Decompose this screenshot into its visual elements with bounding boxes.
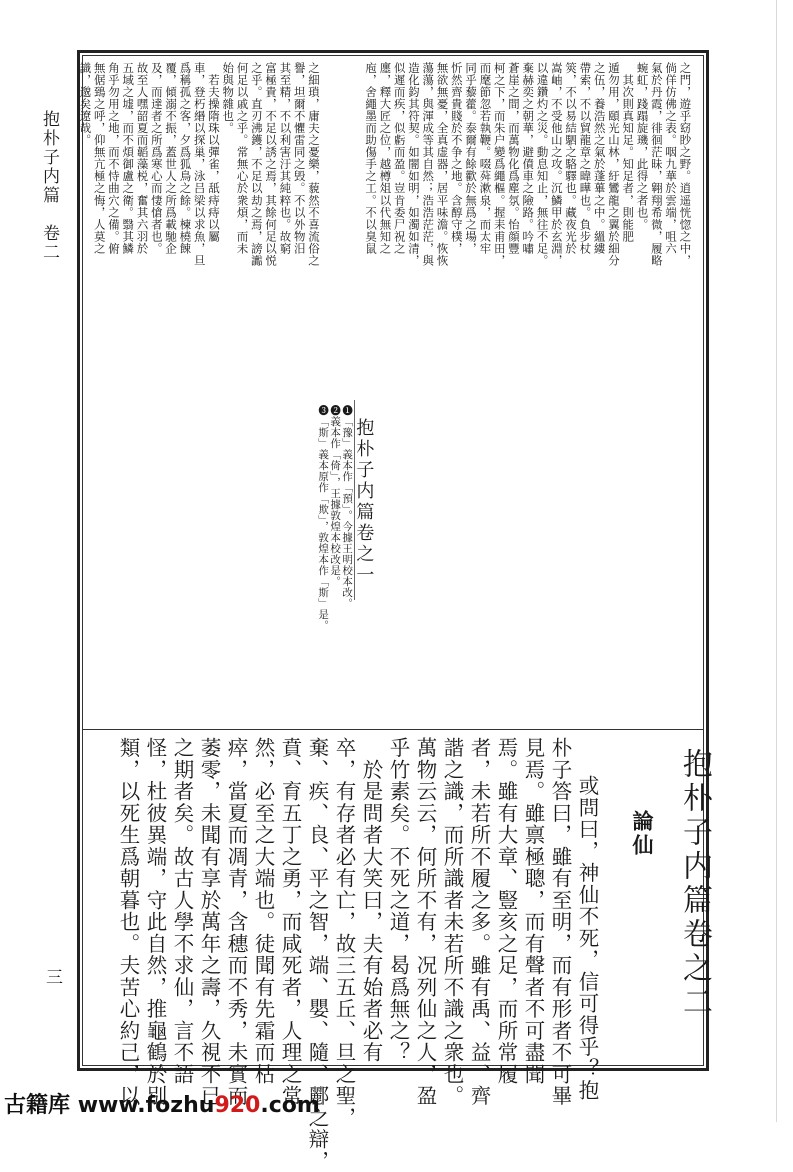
lower-text-column: 於是問者大笑曰，夫有始者必有 bbox=[359, 737, 383, 1064]
lower-text-column: 乎竹素矣。不死之道，曷爲無之？ bbox=[386, 737, 410, 1064]
upper-text-column: 覆，傾溺不振，蓋世人之所爲載馳企 bbox=[164, 62, 179, 255]
lower-text-column: 卒，有存者必有亡，故三五丘、旦之聖， bbox=[332, 737, 356, 1129]
upper-text-column: 棄赫奕之朝華，避僨車之險路。吟嘯 bbox=[521, 62, 536, 255]
watermark-url-number: 920 bbox=[214, 1093, 261, 1118]
upper-text-column: 帶索，不以貿龍章之暐曄也。負步杖 bbox=[578, 62, 593, 255]
lower-text-column: 者，未若所不履之多。雖有禹、益、齊 bbox=[467, 737, 491, 1107]
lower-text-column: 然，必至之大端也。徒聞有先霜而枯 bbox=[251, 737, 275, 1085]
page-edge-line bbox=[776, 0, 777, 1122]
page-number: 三 bbox=[42, 968, 62, 985]
section-divider bbox=[82, 729, 704, 730]
lower-text-column: 萬物云云，何所不有，况列仙之人，盈 bbox=[413, 737, 437, 1107]
upper-text-column: 忻然齊貴賤於不争之地。含醇守樸， bbox=[449, 62, 464, 255]
lower-text-column: 或問曰，神仙不死，信可得乎？抱 bbox=[575, 775, 599, 1102]
lower-text-column: 瘁，當夏而凋青，含穗而不秀，未實而 bbox=[224, 737, 248, 1107]
upper-text-column: 而麾節忽若執鞭。啜荈漱泉，而太牢 bbox=[478, 62, 493, 255]
upper-text-column: 若夫操隋珠以彈雀，舐痔痔以屬 bbox=[206, 62, 221, 243]
upper-text-column: 無欲無憂，全真虚器，居平味澹。恢恢 bbox=[435, 62, 450, 267]
section-heading: 論仙 bbox=[630, 810, 655, 858]
upper-text-column: 故至人嘿韶夏而韜藻棁，奮其六羽於 bbox=[135, 62, 150, 255]
upper-text-column: 何足以戚之乎。常無心於衆煩，而未 bbox=[235, 62, 250, 255]
upper-text-column: 之門，遊乎窈眇之野。逍遥恍惚之中， bbox=[678, 62, 693, 267]
upper-text-column: 廛，釋大匠之位，越樽俎以代無知之 bbox=[378, 62, 393, 255]
upper-text-column: 其次則真知足。知足者，則能肥 bbox=[621, 62, 636, 243]
upper-text-column: 似遲而疾，似虧而盈。豈肯委尸祝之 bbox=[392, 62, 407, 255]
watermark-url-prefix: www.fozhu bbox=[77, 1093, 215, 1118]
notes-rule bbox=[354, 400, 355, 600]
upper-text-column: 之乎。直刃沸鑊，不足以劫之焉，謗讟 bbox=[249, 62, 264, 267]
lower-text-column: 見焉。雖禀極聰，而有聲者不可盡聞 bbox=[521, 737, 545, 1085]
upper-text-column: 造化鈞其符契。如闇如明，如濁如清， bbox=[406, 62, 421, 267]
upper-text-column: 無倨鵄之呼，仰無亢極之悔，人莫之 bbox=[92, 62, 107, 255]
footnote: ❶「豫」義本作「預」。今據王明校本改。 bbox=[341, 405, 354, 609]
watermark-site-name: 古籍库 bbox=[4, 1093, 71, 1118]
upper-text-column: 氣於丹霞，徘徊茫昧，翱翔希微，履略 bbox=[649, 62, 664, 267]
upper-text-column: 五域之墟，而不煩御盧之衛。翳其鱗 bbox=[121, 62, 136, 255]
upper-text-column: 嵩岫，不受他山之攻。沉鱗甲於玄淵， bbox=[549, 62, 564, 267]
upper-text-column: 其至精，不以利害汙其純粹也。故窮 bbox=[278, 62, 293, 255]
upper-text-column: 富極貴，不足以誘之焉，其餘何足以悦 bbox=[264, 62, 279, 267]
footnote: ❸「斯」義本原作「欺」，敦煌本作「斯」是。 bbox=[317, 405, 330, 631]
upper-text-column: 及，而達者之所爲寒心而悽愴者也。 bbox=[149, 62, 164, 255]
running-title: 抱朴子内篇 卷二 bbox=[39, 110, 59, 262]
upper-text-column: 識，邈矣遼哉。 bbox=[78, 62, 93, 147]
upper-text-column: 以違鑽灼之災。動息知止，無往不足。 bbox=[535, 62, 550, 267]
upper-text-column: 筴，不以易結駟之駱驛也。藏夜光於 bbox=[564, 62, 579, 255]
lower-text-column: 之期者矣。故古人學不求仙，言不語 bbox=[170, 737, 194, 1085]
upper-text-column: 角乎勿用之地，而不恃曲穴之備。俯 bbox=[106, 62, 121, 255]
watermark-url-suffix: .com bbox=[260, 1093, 320, 1118]
lower-text-column: 朴子答曰，雖有至明，而有形者不可畢 bbox=[548, 737, 572, 1107]
upper-text-column: 之細瑣，庸夫之憂樂，藐然不喜流俗之 bbox=[306, 62, 321, 267]
upper-text-column: 同乎藜藿。泰爾有餘歡於無爲之場， bbox=[464, 62, 479, 255]
upper-text-column: 蕩蕩，與渾成等其自然；浩浩茫茫，與 bbox=[421, 62, 436, 267]
lower-text-column: 類，以死生爲朝暮也。夫苦心約己，以 bbox=[116, 737, 140, 1107]
footnote: ❷義本作「倚」，王據敦煌本校改是。 bbox=[329, 405, 342, 587]
lower-text-column: 諧之識，而所識者未若所不識之衆也。 bbox=[440, 737, 464, 1107]
lower-text-column: 棄、疾、良、平之智，端、嬰、隨、酈之辯， bbox=[305, 737, 329, 1172]
lower-text-column: 賁、育五丁之勇，而咸死者，人理之常 bbox=[278, 737, 302, 1107]
lower-text-column: 怪，杜彼異端，守此自然，推龜鶴於別 bbox=[143, 737, 167, 1107]
upper-text-column: 蜿虹，踐蹋旋璣，此得之者也。 bbox=[635, 62, 650, 231]
upper-text-column: 之伍，養浩然之氣於蓬蓽之中。縕縷 bbox=[592, 62, 607, 255]
upper-text-column: 爲稱孤之客，夕爲狐鳥之餘。楝橈餗 bbox=[178, 62, 193, 255]
upper-text-column: 始與物雜也。 bbox=[221, 62, 236, 135]
upper-text-column: 柯之下，而朱户變爲繩樞。握耒甫田， bbox=[492, 62, 507, 267]
upper-text-column: 譽，坦爾不懼雷同之毁。不以外物汨 bbox=[292, 62, 307, 255]
watermark-footer bbox=[4, 1088, 320, 1119]
upper-text-column: 遁勿用，頤光山林，紆鸞龍之翼於細分 bbox=[606, 62, 621, 267]
upper-text-column: 庖，舍繩墨而助傷手之工。不以臭鼠 bbox=[364, 62, 379, 255]
upper-text-column: 倘佯仿佛之表。咽九華於雲端，咀六 bbox=[664, 62, 679, 255]
upper-text-column: 車，登朽緡以探巢，泳吕梁以求魚，旦 bbox=[192, 62, 207, 267]
chapter-heading: 抱朴子内篇卷之二 bbox=[677, 748, 712, 1020]
lower-text-column: 焉。雖有大章、豎亥之足，而所常履 bbox=[494, 737, 518, 1085]
chapter-end-title: 抱朴子内篇卷之一 bbox=[353, 418, 375, 586]
lower-text-column: 萎零，未聞有享於萬年之壽，久視不已 bbox=[197, 737, 221, 1107]
upper-text-column: 蒼崖之間，而萬物化爲塵氛。怡顔豐 bbox=[506, 62, 521, 255]
